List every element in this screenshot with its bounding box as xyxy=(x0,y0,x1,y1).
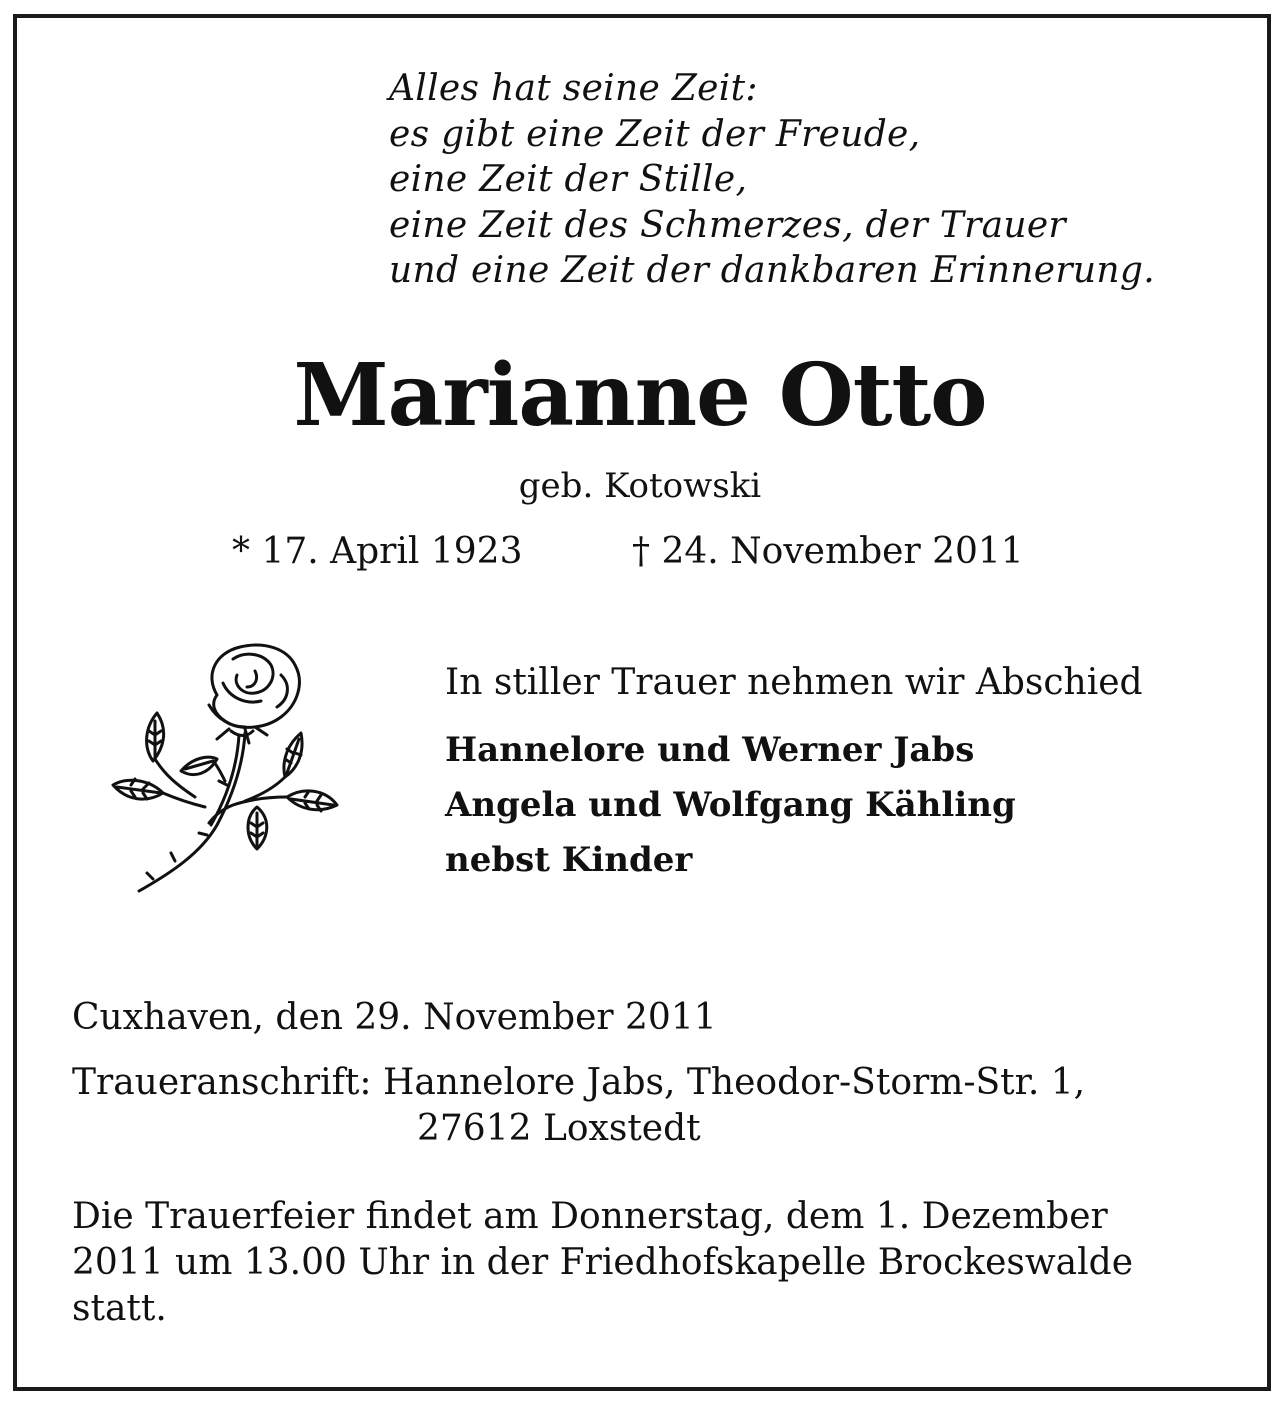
poem-line: eine Zeit des Schmerzes, der Trauer xyxy=(389,204,1066,246)
rose-icon xyxy=(105,635,345,900)
mourning-address xyxy=(72,1060,1085,1152)
place-date: Cuxhaven, den 29. November 2011 xyxy=(72,997,717,1038)
poem-line: und eine Zeit der dankbaren Erinnerung. xyxy=(389,250,1155,291)
poem-line: es gibt eine Zeit der Freude, xyxy=(389,113,921,155)
poem-line: Alles hat seine Zeit: xyxy=(389,68,758,109)
death-date: † 24. November 2011 xyxy=(632,531,1024,572)
birth-date: * 17. April 1923 xyxy=(232,531,523,572)
mourners-list xyxy=(445,723,1016,888)
address-line: 27612 Loxstedt xyxy=(417,1108,701,1149)
ceremony-line: Die Trauerfeier findet am Donnerstag, dem 1. Dezember xyxy=(72,1196,1108,1237)
deceased-name: Marianne Otto xyxy=(293,345,987,446)
poem xyxy=(389,66,1155,294)
ceremony-line: statt. xyxy=(72,1288,167,1329)
ceremony-line: 2011 um 13.00 Uhr in der Friedhofskapelle Brockeswalde xyxy=(72,1242,1133,1283)
poem-line: eine Zeit der Stille, xyxy=(389,159,748,200)
mourner-line: Angela und Wolfgang Kähling xyxy=(445,785,1016,825)
ceremony-notice xyxy=(72,1194,1212,1332)
address-line: Traueranschrift: Hannelore Jabs, Theodor-Storm-Str. 1, xyxy=(72,1062,1086,1103)
mourner-line: nebst Kinder xyxy=(445,840,693,880)
maiden-name: geb. Kotowski xyxy=(518,466,762,506)
farewell-text: In stiller Trauer nehmen wir Abschied xyxy=(445,662,1143,703)
mourner-line: Hannelore und Werner Jabs xyxy=(445,730,975,770)
